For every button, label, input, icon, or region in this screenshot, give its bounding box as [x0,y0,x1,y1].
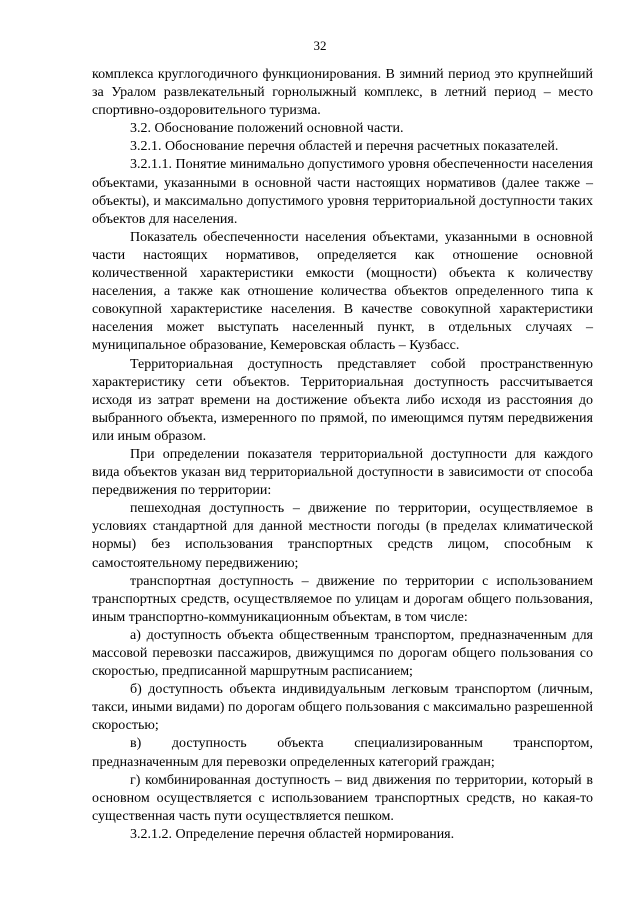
paragraph-territorial-accessibility: Территориальная доступность представляет собой пространственную характеристику сети объектов. Территориальная доступность рассчитывается исходя из затрат времени на достижение объекта либо исходя из расстояния до выбранного объекта, измеренного по прямой, по имеющимся путям передвижения или иным образом. [92,356,593,444]
paragraph-pedestrian-accessibility: пешеходная доступность – движение по территории, осуществляемое в условиях стандартной для данной местности погоды (в пределах климатической нормы) без использования транспортных средств лицом, способным к самостоятельному передвижению; [92,501,593,571]
paragraph-transport-accessibility: транспортная доступность – движение по территории с использованием транспортных средств, осуществляемое по улицам и дорогам общего пользования, иным транспортно-коммуникационным объектам, в том числе: [92,573,593,625]
list-item-a: а) доступность объекта общественным транспортом, предназначенным для массовой перевозки пассажиров, движущимся по дорогам общего пользования со скоростью, предписанной маршрутным расписанием; [92,627,593,680]
paragraph-continuation: комплекса круглогодичного функционирования. В зимний период это крупнейший за Уралом развлекательный горнолыжный комплекс, в летний период – место спортивно-оздоровительного туризма. [92,67,593,119]
list-item-v: в) доступность объекта специализированным транспортом, предназначенным для перевозки определенных категорий граждан; [92,736,593,770]
section-heading-3-2-1-2: 3.2.1.2. Определение перечня областей нормирования. [130,826,455,842]
page-number: 32 [313,38,327,53]
section-heading-3-2: 3.2. Обоснование положений основной части. [130,121,404,137]
list-item-g: г) комбинированная доступность – вид движения по территории, который в основном осуществляется с использованием транспортных средств, но какая-то существенная часть пути осуществляется пешком. [92,772,593,824]
paragraph-provision-indicator: Показатель обеспеченности населения объектами, указанными в основной части настоящих нормативов, определяется как отношение основной количественной характеристики емкости (мощности) объекта к количеству населения, а также как отношение количества объектов определенного типа к совокупной характеристике населения. В качестве совокупной характеристики населения может выступать населенный пункт, в отдельных случаях – муниципальное образование, Кемеровская область – Кузбасс. [92,229,593,354]
document-body [92,66,593,844]
section-heading-3-2-1: 3.2.1. Обоснование перечня областей и перечня расчетных показателей. [130,139,559,155]
paragraph-accessibility-types-intro: При определении показателя территориальной доступности для каждого вида объектов указан вид территориальной доступности в зависимости от способа передвижения по территории: [92,446,593,499]
section-heading-3-2-1-1: 3.2.1.1. Понятие минимально допустимого уровня обеспеченности населения объектами, указанными в основной части настоящих нормативов (далее также – объекты), и максимально допустимого уровня территориальной доступности таких объектов для населения. [92,157,593,227]
list-item-b: б) доступность объекта индивидуальным легковым транспортом (личным, такси, иными видами) по дорогам общего пользования с максимально разрешенной скоростью; [92,682,593,734]
